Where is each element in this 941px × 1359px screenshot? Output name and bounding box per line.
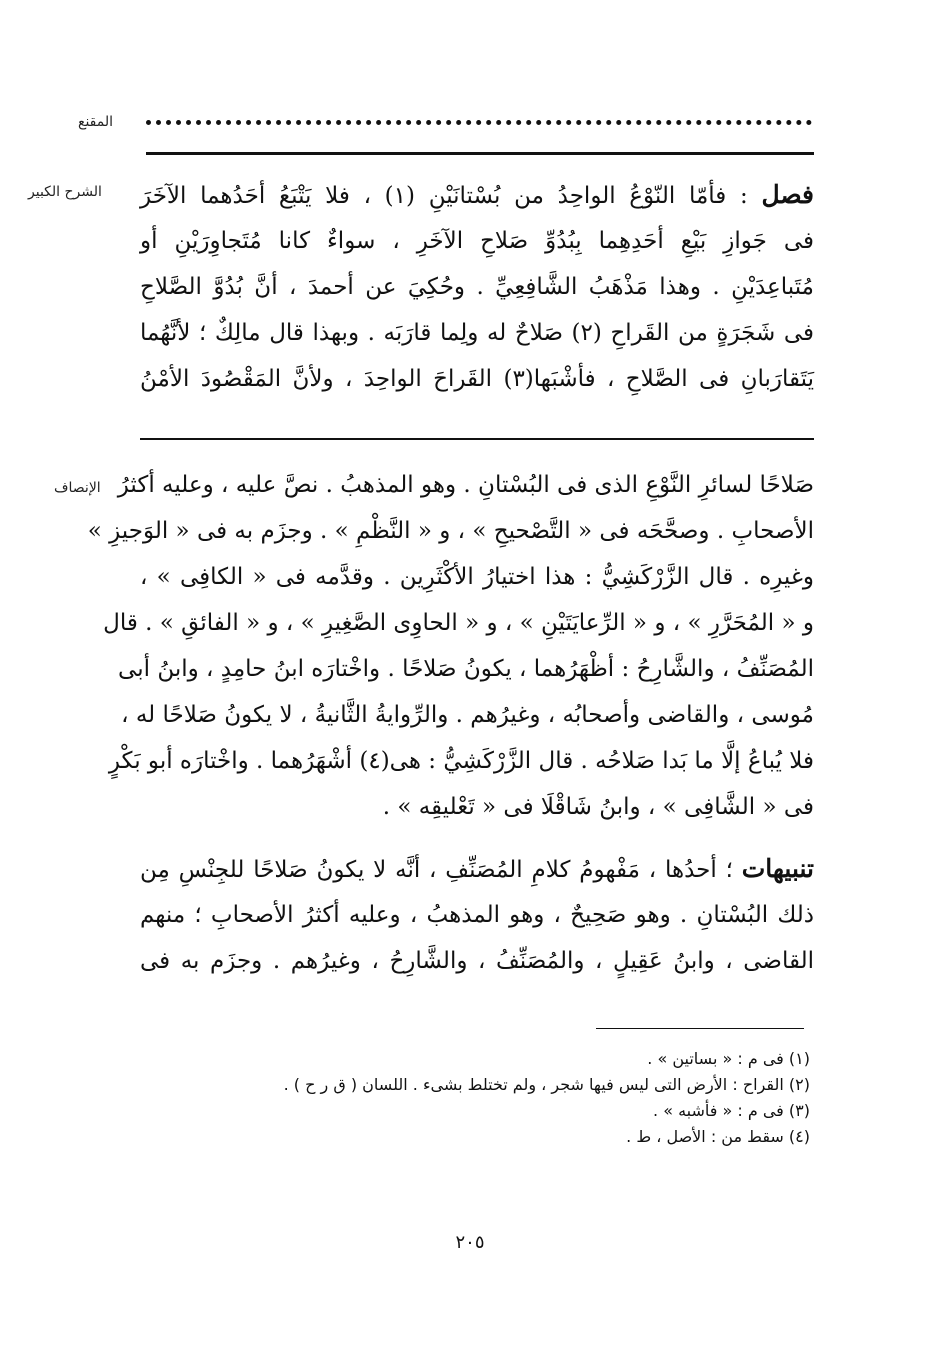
insaf-line: وغيرِه . قال الزَّرْكَشِيُّ : هذا اختيارُ الأكْثَرِين . وقدَّمه فى « الكافِى » ، xyxy=(140,564,814,590)
sharh-line: يَتَقارَبانِ فى الصَّلاحِ ، فأشْبَها(٣) القَراحَ الواحِدَ ، ولأنَّ المَقْصُودَ الأمْنُ xyxy=(140,366,814,392)
tanbihat-line: ذلك البُسْتانِ . وهو صَحِيحٌ ، وهو المذهبُ ، وعليه أكثرُ الأصحابِ ؛ منهم xyxy=(140,902,814,928)
footnote: (١) فى م : « بساتين » . xyxy=(647,1049,810,1068)
tanbihat-section xyxy=(140,846,814,984)
footnote-divider xyxy=(596,1028,804,1029)
sharh-section xyxy=(140,172,814,402)
sharh-line: مُتَباعِدَيْنِ . وهذا مَذْهَبُ الشَّافِعِيِّ . وحُكِيَ عن أحمدَ ، أنَّ بُدُوَّ الصَّلاحِ xyxy=(140,274,814,300)
sharh-line: فى جَوازِ بَيْعِ أحَدِهِما بِبُدُوِّ صَلاحِ الآخَرِ ، سواءٌ كانا مُتَجاوِرَيْنِ أو xyxy=(140,228,814,254)
page-number: ٢٠٥ xyxy=(455,1232,485,1253)
insaf-section xyxy=(87,462,814,830)
footnote: (٢) القراح : الأرض التى ليس فيها شجر ، ولم تختلط بشىء . اللسان ( ق ر ح ) . xyxy=(283,1075,810,1094)
side-label-insaf: الإنصاف xyxy=(54,480,101,496)
footnotes xyxy=(140,1046,810,1150)
insaf-line: المُصَنِّفُ ، والشَّارِحُ : أظْهَرُهما ، يكونُ صَلاحًا . واخْتارَه ابنُ حامِدٍ ، وابنُ أبى xyxy=(118,656,814,682)
insaf-line: فلا يُباعُ إلَّا ما بَدا صَلاحُه . قال الزَّرْكَشِيُّ : هى(٤) أشْهَرُهما . واخْتارَه أبو بَكْرٍ xyxy=(108,748,814,774)
running-title: المقنع xyxy=(78,114,114,130)
footnote: (٣) فى م : « فأشبه » . xyxy=(653,1101,810,1120)
section-lead-tanbihat: تنبيهات xyxy=(741,854,815,883)
insaf-line: مُوسى ، والقاضى وأصحابُه ، وغيرُهم . والرِّوايةُ الثَّانيةُ ، لا يكونُ صَلاحًا له ، xyxy=(121,702,814,728)
insaf-line: فى « الشَّافِى » ، وابنُ شَاقْلَا فى « تَعْليقِه » . xyxy=(382,794,814,820)
section-lead-fasl: فصل xyxy=(761,180,815,209)
sharh-line: فصل : فأمّا النّوْعُ الواحِدُ من بُسْتانَيْنِ (١) ، فلا يَتْبَعُ أحَدُهما الآخَرَ xyxy=(140,180,815,209)
tanbihat-line: تنبيهات ؛ أحدُها ، مَفْهومُ كلامِ المُصَنِّفِ ، أنَّه لا يكونُ صَلاحًا للجِنْسِ مِن xyxy=(140,854,815,883)
sharh-line: فى شَجَرَةٍ من القَراحِ (٢) صَلاحٌ له ولِما قارَبَه . وبهذا قال مالِكٌ ؛ لأنَّهُما xyxy=(140,320,814,346)
tanbihat-line: القاضى ، وابنُ عَقِيلٍ ، والمُصَنِّفُ ، والشَّارِحُ ، وغيرُهم . وجزَم به فى xyxy=(140,948,814,974)
footnote: (٤) سقط من : الأصل ، ط . xyxy=(626,1127,810,1146)
insaf-line: صَلاحًا لسائرِ النَّوْعِ الذى فى البُسْتانِ . وهو المذهبُ . نصَّ عليه ، وعليه أكثرُ xyxy=(117,472,814,498)
side-label-sharh: الشرح الكبير xyxy=(28,184,102,200)
insaf-line: و « المُحَرَّرِ » ، و « الرِّعايَتَيْنِ » ، و « الحاوِى الصَّغِيرِ » ، و « الفائقِ » . قال xyxy=(103,610,814,636)
header-thick-rule xyxy=(146,152,814,155)
section-divider xyxy=(140,438,814,440)
insaf-line: الأصحابِ . وصحَّحَه فى « التَّصْحيحِ » ، و « النَّظْمِ » . وجزَم به فى « الوَجيزِ » xyxy=(87,518,814,544)
header-dotted-rule xyxy=(146,120,812,125)
